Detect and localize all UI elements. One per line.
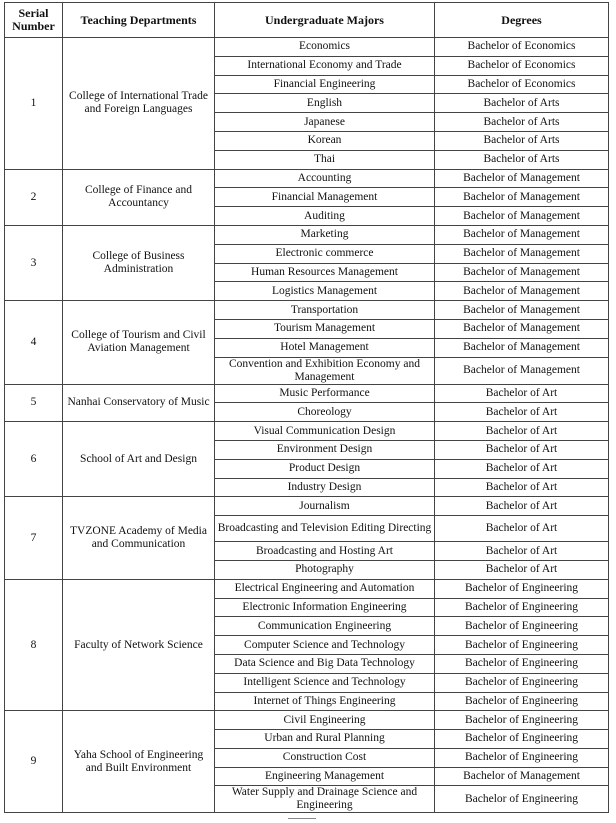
major-cell: Japanese [215,113,435,132]
major-cell: Thai [215,150,435,169]
major-cell: Engineering Management [215,767,435,786]
department-cell: College of International Trade and Foreign Languages [63,38,215,170]
serial-number-cell: 2 [5,169,63,225]
header-serial-number: Serial Number [5,3,63,38]
degree-cell: Bachelor of Engineering [435,598,609,617]
major-cell: English [215,94,435,113]
degree-cell: Bachelor of Economics [435,56,609,75]
degree-cell: Bachelor of Management [435,169,609,188]
degree-cell: Bachelor of Art [435,478,609,497]
degree-cell: Bachelor of Engineering [435,786,609,813]
degree-cell: Bachelor of Art [435,459,609,478]
major-cell: Electronic commerce [215,244,435,263]
major-cell: Urban and Rural Planning [215,730,435,749]
degree-cell: Bachelor of Engineering [435,654,609,673]
table-row [5,711,609,730]
major-cell: Computer Science and Technology [215,636,435,655]
serial-number-cell: 9 [5,711,63,813]
header-undergraduate-majors: Undergraduate Majors [215,3,435,38]
header-degrees: Degrees [435,3,609,38]
major-cell: Transportation [215,301,435,320]
serial-number-cell: 5 [5,384,63,422]
table-row [5,301,609,320]
major-cell: Economics [215,38,435,57]
degree-cell: Bachelor of Engineering [435,636,609,655]
degree-cell: Bachelor of Engineering [435,617,609,636]
major-cell: Civil Engineering [215,711,435,730]
department-cell: Yaha School of Engineering and Built Environment [63,711,215,813]
major-cell: Product Design [215,459,435,478]
table-row [5,422,609,441]
major-cell: Communication Engineering [215,617,435,636]
degree-cell: Bachelor of Management [435,319,609,338]
degree-cell: Bachelor of Art [435,384,609,403]
major-cell: Broadcasting and Hosting Art [215,542,435,561]
serial-number-cell: 8 [5,579,63,711]
major-cell: Photography [215,560,435,579]
degree-cell: Bachelor of Management [435,338,609,357]
degree-cell: Bachelor of Art [435,497,609,516]
major-cell: Internet of Things Engineering [215,692,435,711]
table-row [5,38,609,57]
degree-cell: Bachelor of Management [435,301,609,320]
degree-cell: Bachelor of Management [435,263,609,282]
major-cell: Financial Engineering [215,75,435,94]
major-cell: Environment Design [215,440,435,459]
major-cell: Water Supply and Drainage Science and Engineering [215,786,435,813]
degree-cell: Bachelor of Engineering [435,711,609,730]
major-cell: International Economy and Trade [215,56,435,75]
degree-cell: Bachelor of Arts [435,113,609,132]
major-cell: Auditing [215,207,435,226]
table-row [5,169,609,188]
serial-number-cell: 7 [5,497,63,579]
department-cell: Nanhai Conservatory of Music [63,384,215,422]
major-cell: Construction Cost [215,748,435,767]
major-cell: Intelligent Science and Technology [215,673,435,692]
major-cell: Logistics Management [215,282,435,301]
department-cell: College of Tourism and Civil Aviation Management [63,301,215,384]
degree-cell: Bachelor of Management [435,225,609,244]
major-cell: Electronic Information Engineering [215,598,435,617]
degree-cell: Bachelor of Engineering [435,748,609,767]
serial-number-cell: 1 [5,38,63,170]
major-cell: Tourism Management [215,319,435,338]
major-cell: Accounting [215,169,435,188]
major-cell: Marketing [215,225,435,244]
degree-cell: Bachelor of Engineering [435,579,609,598]
major-cell: Electrical Engineering and Automation [215,579,435,598]
major-cell: Visual Communication Design [215,422,435,441]
degree-cell: Bachelor of Management [435,767,609,786]
degree-cell: Bachelor of Arts [435,94,609,113]
major-cell: Hotel Management [215,338,435,357]
degree-cell: Bachelor of Economics [435,38,609,57]
degree-cell: Bachelor of Arts [435,150,609,169]
degree-cell: Bachelor of Management [435,207,609,226]
degree-cell: Bachelor of Engineering [435,730,609,749]
major-cell: Korean [215,131,435,150]
department-cell: School of Art and Design [63,422,215,497]
major-cell: Human Resources Management [215,263,435,282]
table-row [5,579,609,598]
table-row [5,497,609,516]
department-cell: Faculty of Network Science [63,579,215,711]
degree-cell: Bachelor of Management [435,282,609,301]
degree-cell: Bachelor of Management [435,188,609,207]
serial-number-cell: 3 [5,225,63,300]
degree-cell: Bachelor of Engineering [435,673,609,692]
table-row [5,384,609,403]
header-row [5,3,609,38]
major-cell: Financial Management [215,188,435,207]
degree-cell: Bachelor of Art [435,440,609,459]
header-teaching-departments: Teaching Departments [63,3,215,38]
major-cell: Industry Design [215,478,435,497]
page-edge-line [288,818,316,819]
degree-cell: Bachelor of Management [435,244,609,263]
degree-cell: Bachelor of Art [435,560,609,579]
department-cell: College of Business Administration [63,225,215,300]
major-cell: Choreology [215,403,435,422]
major-cell: Journalism [215,497,435,516]
table-body [5,38,609,813]
department-cell: College of Finance and Accountancy [63,169,215,225]
department-cell: TVZONE Academy of Media and Communication [63,497,215,579]
serial-number-cell: 4 [5,301,63,384]
major-cell: Convention and Exhibition Economy and Management [215,357,435,384]
major-cell: Music Performance [215,384,435,403]
degree-cell: Bachelor of Economics [435,75,609,94]
degree-cell: Bachelor of Engineering [435,692,609,711]
degree-cell: Bachelor of Management [435,357,609,384]
degree-cell: Bachelor of Art [435,542,609,561]
degree-cell: Bachelor of Art [435,403,609,422]
table-row [5,225,609,244]
degree-cell: Bachelor of Arts [435,131,609,150]
majors-table [4,2,609,813]
degree-cell: Bachelor of Art [435,422,609,441]
major-cell: Data Science and Big Data Technology [215,654,435,673]
serial-number-cell: 6 [5,422,63,497]
major-cell: Broadcasting and Television Editing Directing [215,516,435,542]
degree-cell: Bachelor of Art [435,516,609,542]
